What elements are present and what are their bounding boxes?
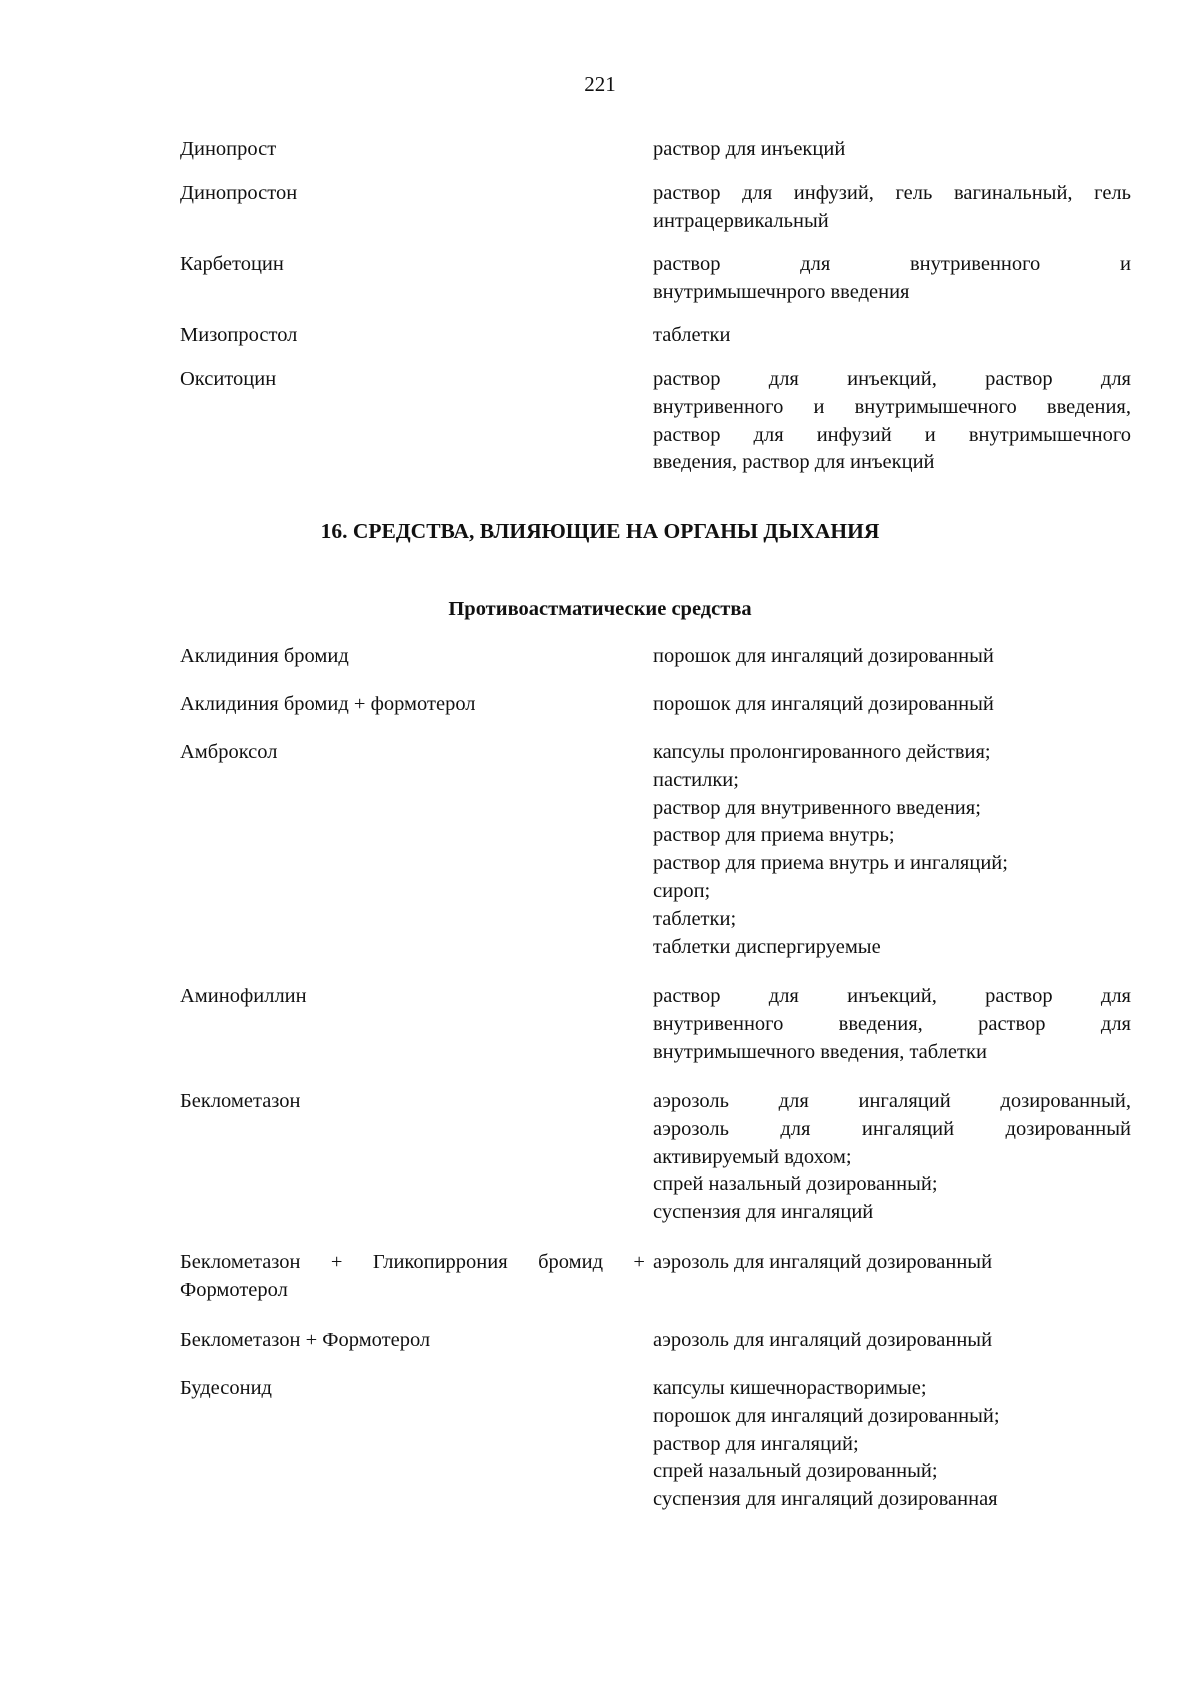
dosage-forms — [653, 1375, 1131, 1514]
dosage-forms — [653, 643, 1131, 671]
dosage-form-line: спрей назальный дозированный; — [653, 1460, 938, 1483]
drug-name: Карбетоцин — [180, 253, 284, 275]
dosage-form-line: пастилки; — [653, 768, 739, 791]
dosage-form-line: раствор для приема внутрь; — [653, 824, 895, 847]
dosage-form-line: аэрозоль для ингаляций дозированный — [653, 1251, 993, 1273]
dosage-form-line: раствор для инфузий и внутримышечного — [653, 423, 1131, 446]
dosage-form-line: суспензия для ингаляций дозированная — [653, 1488, 998, 1511]
dosage-form-line: аэрозоль для ингаляций дозированный — [653, 1117, 1131, 1140]
dosage-forms — [653, 136, 1131, 164]
drug-name: Будесонид — [180, 1377, 272, 1399]
dosage-form-line: раствор для приема внутрь и ингаляций; — [653, 852, 1008, 875]
dosage-forms — [653, 1088, 1131, 1227]
dosage-forms — [653, 983, 1131, 1066]
dosage-form-line: спрей назальный дозированный; — [653, 1173, 938, 1196]
drug-name: Аклидиния бромид — [180, 645, 349, 667]
drug-name — [180, 1249, 645, 1305]
drug-name: Аклидиния бромид + формотерол — [180, 693, 476, 715]
dosage-form-line: порошок для ингаляций дозированный; — [653, 1404, 1000, 1427]
drug-name: Амброксол — [180, 741, 278, 763]
dosage-form-line: раствор для инъекций, раствор для — [653, 368, 1131, 390]
dosage-form-line: сироп; — [653, 879, 711, 902]
dosage-form-line: интрацервикальный — [653, 209, 829, 232]
dosage-forms — [653, 366, 1131, 477]
drug-name: Динопрост — [180, 138, 277, 160]
dosage-form-line: введения, раствор для инъекций — [653, 451, 935, 474]
dosage-form-line: капсулы пролонгированного действия; — [653, 741, 991, 763]
dosage-form-line: порошок для ингаляций дозированный — [653, 693, 994, 715]
drug-name: Мизопростол — [180, 324, 298, 346]
dosage-forms — [653, 1327, 1131, 1355]
drug-name-line: Формотерол — [180, 1278, 288, 1301]
dosage-form-line: таблетки; — [653, 907, 737, 930]
subsection-heading: Противоастматические средства — [448, 598, 752, 620]
drug-name: Беклометазон + Формотерол — [180, 1329, 431, 1351]
dosage-form-line: раствор для инфузий, гель вагинальный, гель — [653, 182, 1131, 204]
dosage-form-line: внутримышечного введения, таблетки — [653, 1040, 987, 1063]
dosage-form-line: капсулы кишечнорастворимые; — [653, 1377, 927, 1399]
dosage-form-line: таблетки — [653, 324, 731, 346]
drug-name-line: Беклометазон + Гликопиррония бромид + — [180, 1251, 645, 1273]
dosage-forms — [653, 691, 1131, 719]
dosage-form-line: активируемый вдохом; — [653, 1145, 852, 1168]
dosage-form-line: раствор для инъекций — [653, 138, 846, 160]
dosage-forms — [653, 322, 1131, 350]
dosage-form-line: аэрозоль для ингаляций дозированный, — [653, 1090, 1131, 1112]
dosage-form-line: таблетки диспергируемые — [653, 935, 881, 958]
dosage-forms — [653, 1249, 1131, 1277]
dosage-forms — [653, 739, 1131, 961]
section-heading: 16. СРЕДСТВА, ВЛИЯЮЩИЕ НА ОРГАНЫ ДЫХАНИЯ — [320, 519, 880, 543]
dosage-forms — [653, 251, 1131, 307]
dosage-form-line: раствор для внутривенного и — [653, 253, 1131, 275]
drug-name: Беклометазон — [180, 1090, 301, 1112]
dosage-form-line: порошок для ингаляций дозированный — [653, 645, 994, 667]
dosage-forms — [653, 180, 1131, 236]
page-number: 221 — [584, 72, 616, 96]
dosage-form-line: внутривенного и внутримышечного введения, — [653, 395, 1131, 418]
dosage-form-line: раствор для ингаляций; — [653, 1432, 859, 1455]
dosage-form-line: раствор для внутривенного введения; — [653, 796, 981, 819]
dosage-form-line: аэрозоль для ингаляций дозированный — [653, 1329, 993, 1351]
dosage-form-line: суспензия для ингаляций — [653, 1201, 874, 1224]
drug-name: Аминофиллин — [180, 985, 307, 1007]
drug-name: Окситоцин — [180, 368, 277, 390]
dosage-form-line: раствор для инъекций, раствор для — [653, 985, 1131, 1007]
drug-name: Динопростон — [180, 182, 298, 204]
dosage-form-line: внутривенного введения, раствор для — [653, 1012, 1131, 1035]
dosage-form-line: внутримышечнрого введения — [653, 280, 910, 303]
